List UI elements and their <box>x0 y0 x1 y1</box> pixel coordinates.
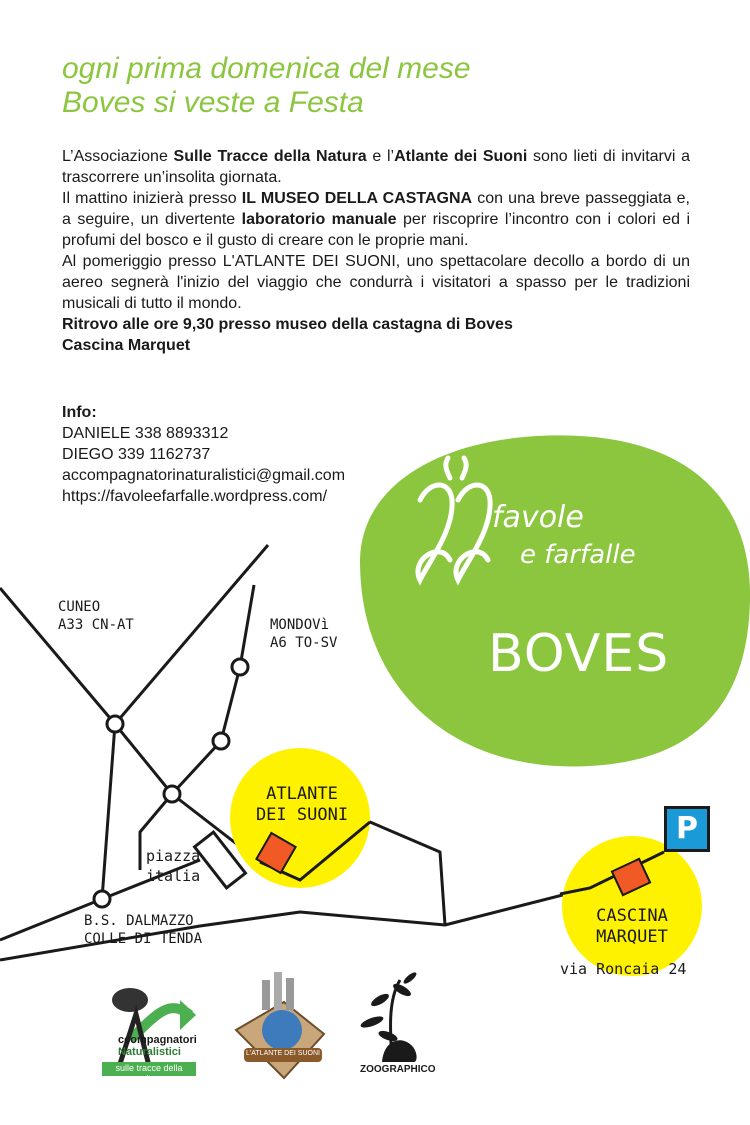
label-piazza-1: piazza <box>146 847 201 865</box>
p2-e: per riscoprire l’incontro con i colori ed i profumi del bosco e il gusto di creare con le proprie mani. <box>62 211 690 249</box>
label-atlante-2: DEI SUONI <box>255 805 349 825</box>
website-link[interactable]: https://favoleefarfalle.wordpress.com/ <box>62 488 328 505</box>
atlante-logo-art <box>236 972 324 1078</box>
p1-c: e l’ <box>366 148 395 165</box>
headline-line1: ogni prima domenica del mese <box>62 52 471 85</box>
label-bs-1: B.S. DALMAZZO <box>84 913 194 929</box>
accomp-text-1: ccompagnatori <box>118 1034 197 1046</box>
logo-farfalle: e farfalle <box>520 540 636 570</box>
label-cascina-1: CASCINA <box>596 906 668 926</box>
label-piazza <box>146 846 200 886</box>
label-mondovi <box>270 616 337 652</box>
paragraph-5: Cascina Marquet <box>62 337 191 354</box>
label-cascina <box>570 906 694 948</box>
logo-boves: BOVES <box>488 624 670 684</box>
label-address: via Roncaia 24 <box>560 960 687 978</box>
label-piazza-2: italia <box>146 867 201 885</box>
parking-icon: P <box>664 806 710 852</box>
label-cuneo-1: CUNEO <box>58 599 101 615</box>
contact-daniele: DANIELE 338 8893312 <box>62 425 229 442</box>
zoographico-logo-art <box>359 971 418 1062</box>
p2-b: IL MUSEO DELLA CASTAGNA <box>241 190 473 207</box>
logo-blob <box>360 435 750 766</box>
email-link[interactable]: accompagnatorinaturalistici@gmail.com <box>62 467 346 484</box>
accomp-tagline: sulle tracce della natura <box>115 1063 183 1083</box>
label-cuneo <box>58 598 134 634</box>
label-atlante-1: ATLANTE <box>266 784 338 804</box>
label-atlante <box>240 784 364 826</box>
label-cascina-2: MARQUET <box>596 927 668 947</box>
label-bs-2: COLLE DI TENDA <box>84 931 203 947</box>
logo-favole: favole <box>492 500 584 535</box>
atlante-logo-text: L'ATLANTE DEI SUONI <box>246 1050 320 1057</box>
accomp-text-2: Naturalistici <box>118 1046 181 1058</box>
label-cuneo-2: A33 CN-AT <box>58 617 134 633</box>
zoographico-logo-text: ZOOGRAPHICO <box>360 1064 436 1075</box>
contact-diego: DIEGO 339 1162737 <box>62 446 211 463</box>
p1-e: sono lieti di invitarvi a trascorrere un’insolita giornata. <box>62 148 691 186</box>
accompagnatori-logo <box>118 1034 197 1058</box>
label-mondovi-2: A6 TO-SV <box>270 635 338 651</box>
p2-d: laboratorio manuale <box>241 211 397 228</box>
p2-a: Il mattino inizierà presso <box>62 190 242 207</box>
paragraph-4: Ritrovo alle ore 9,30 presso museo della castagna di Boves <box>62 316 513 333</box>
label-bs-dalmazzo <box>84 912 202 948</box>
p2-c: con una breve passeggiata e, a seguire, un divertente <box>62 190 690 228</box>
p1-b: Sulle Tracce della Natura <box>173 148 367 165</box>
label-mondovi-1: MONDOVì <box>270 617 330 633</box>
info-title: Info: <box>62 404 97 421</box>
headline-line2: Boves si veste a Festa <box>62 86 364 119</box>
p1-a: L’Associazione <box>62 148 174 165</box>
p1-d: Atlante dei Suoni <box>394 148 528 165</box>
paragraph-3: Al pomeriggio presso L'ATLANTE DEI SUONI, uno spettacolare decollo a bordo di un aereo segnerà l'inizio del viaggio che condurrà i visitatori a spasso per le tradizioni musicali di tutto il mondo. <box>62 253 690 312</box>
